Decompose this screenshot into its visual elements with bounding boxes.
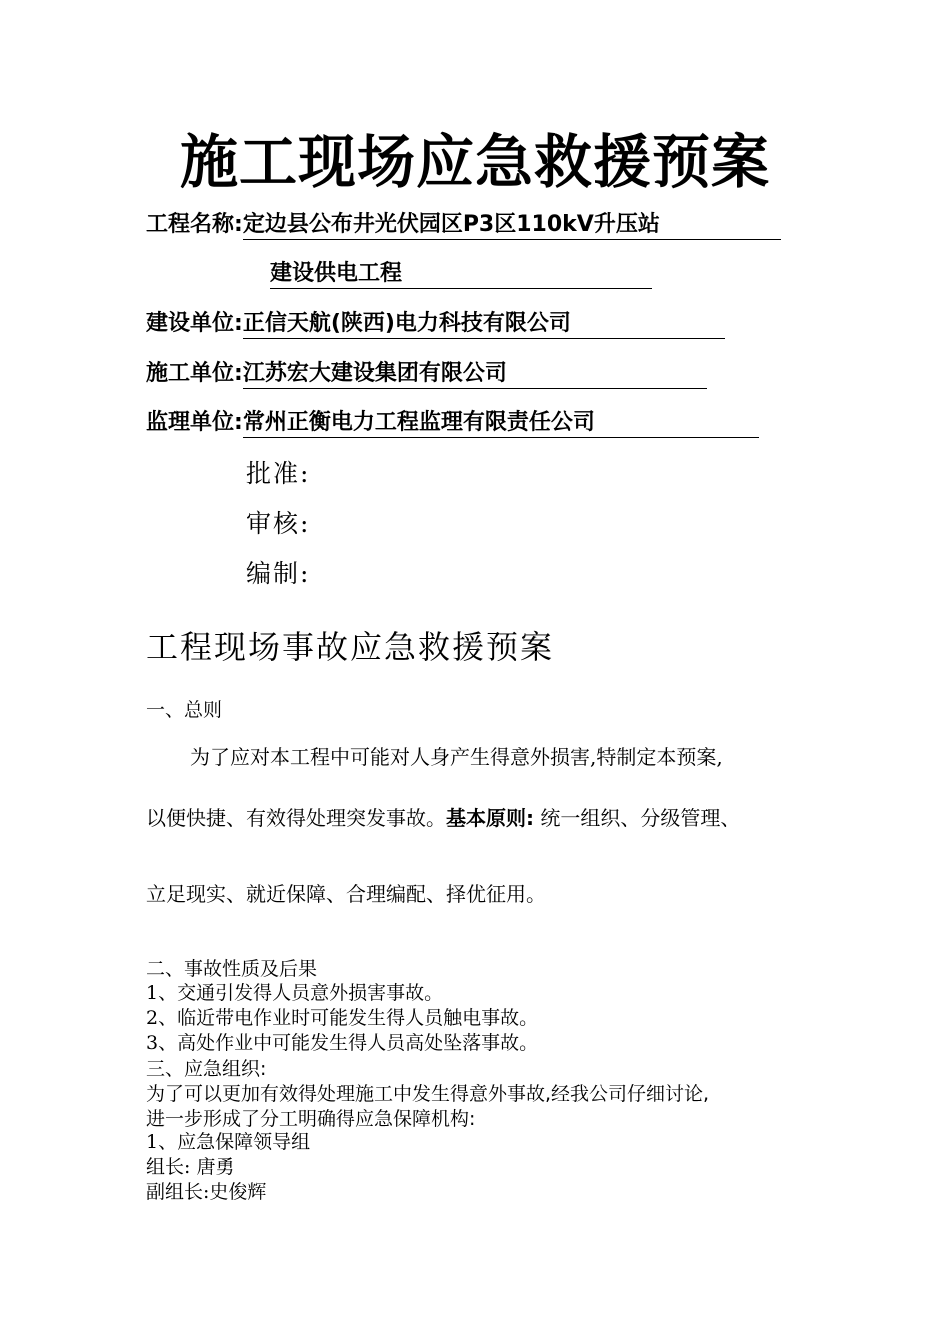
section-3-intro-line-1: 为了可以更加有效得处理施工中发生得意外事故,经我公司仔细讨论, — [146, 1083, 710, 1105]
compile-label: 编制: — [246, 559, 311, 588]
supervisor-label: 监理单位: — [146, 410, 243, 435]
list-item: 1、交通引发得人员意外损害事故。 — [146, 982, 444, 1004]
section-3-heading: 三、应急组织: — [146, 1058, 267, 1080]
list-item: 2、临近带电作业时可能发生得人员触电事故。 — [146, 1007, 539, 1029]
owner-row — [146, 309, 725, 339]
project-name-value: 定边县公布井光伏园区P3区110kV升压站 — [243, 212, 781, 240]
section-1-paragraph-text: 以便快捷、有效得处理突发事故。 — [146, 806, 446, 830]
group-deputy-leader: 副组长:史俊辉 — [146, 1181, 267, 1203]
project-name-row — [146, 210, 781, 240]
review-label: 审核: — [246, 509, 311, 538]
owner-label: 建设单位: — [146, 311, 243, 336]
group-title: 1、应急保障领导组 — [146, 1131, 311, 1153]
section-1-paragraph-line-1: 为了应对本工程中可能对人身产生得意外损害,特制定本预案, — [190, 745, 723, 769]
supervisor-value: 常州正衡电力工程监理有限责任公司 — [243, 410, 759, 438]
supervisor-row — [146, 408, 759, 438]
list-item: 3、高处作业中可能发生得人员高处坠落事故。 — [146, 1032, 539, 1054]
section-2-heading: 二、事故性质及后果 — [146, 958, 318, 980]
contractor-row — [146, 359, 707, 389]
section-1-paragraph-line-3: 立足现实、就近保障、合理编配、择优征用。 — [146, 882, 546, 906]
document-title: 施工现场应急救援预案 — [179, 128, 770, 196]
project-name-label: 工程名称: — [146, 212, 243, 237]
approve-label: 批准: — [246, 459, 311, 488]
contractor-value: 江苏宏大建设集团有限公司 — [243, 361, 707, 389]
project-name-row-2 — [270, 259, 652, 289]
project-name-value-2: 建设供电工程 — [270, 261, 652, 289]
group-leader: 组长: 唐勇 — [146, 1156, 235, 1178]
section-1-heading: 一、总则 — [146, 699, 223, 721]
section-3-intro-line-2: 进一步形成了分工明确得应急保障机构: — [146, 1108, 476, 1130]
basic-principles-text: 统一组织、分级管理、 — [534, 806, 741, 830]
owner-value: 正信天航(陕西)电力科技有限公司 — [243, 311, 725, 339]
section-1-paragraph-line-2 — [146, 803, 740, 833]
plan-subtitle: 工程现场事故应急救援预案 — [146, 628, 555, 666]
basic-principles-label: 基本原则: — [446, 806, 534, 830]
contractor-label: 施工单位: — [146, 361, 243, 386]
